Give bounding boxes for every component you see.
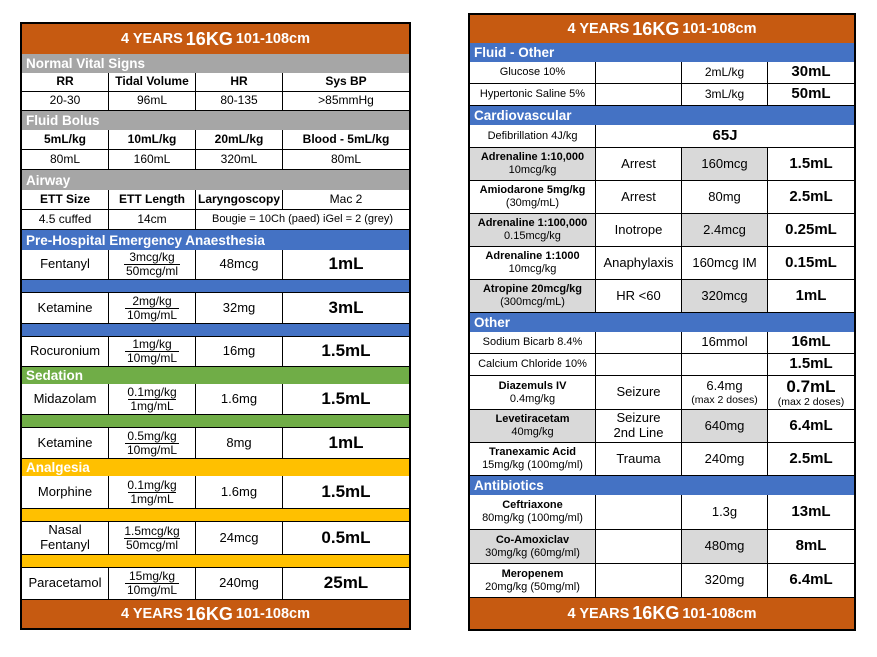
- drug-name-main: Atropine 20mcg/kg: [482, 283, 583, 296]
- drug-name: Paracetamol: [22, 568, 109, 600]
- drug-volume: 2.5mL: [768, 443, 854, 476]
- drug-volume: 6.4mL: [768, 564, 854, 598]
- drug-rate: 2mL/kg: [682, 62, 768, 84]
- blue-divider: [22, 280, 409, 293]
- drug-name-sub: 10mcg/kg: [508, 263, 557, 275]
- vitals-value-row: [22, 92, 409, 111]
- drug-concentration: 1mg/mL: [130, 491, 174, 506]
- banner-height: 101-108cm: [682, 605, 757, 622]
- drug-row-paracetamol: [22, 568, 409, 600]
- right-dosing-card: [468, 13, 856, 631]
- drug-concentration: 50mcg/ml: [125, 537, 178, 552]
- drug-rate: 0.5mg/kg: [127, 428, 177, 443]
- drug-dose: 1.6mg: [196, 384, 283, 415]
- drug-volume: [768, 376, 854, 410]
- drug-dose: 32mg: [196, 293, 283, 324]
- drug-dose: 24mcg: [196, 522, 283, 555]
- drug-volume: 13mL: [768, 495, 854, 530]
- drug-concentration: 10mg/mL: [126, 442, 178, 457]
- bolus-header-row: [22, 130, 409, 150]
- row-adrenaline-10000: [470, 148, 854, 181]
- fluid-other-header: Fluid - Other: [470, 43, 854, 62]
- drug-name: [470, 280, 596, 313]
- drug-concentration: 10mg/mL: [126, 583, 178, 597]
- drug-name: [470, 410, 596, 443]
- drug-dose: 2.4mcg: [682, 214, 768, 247]
- drug-row-midazolam: [22, 384, 409, 415]
- drug-volume: 0.15mL: [768, 247, 854, 280]
- drug-indication-line2: 2nd Line: [613, 425, 664, 440]
- drug-dose: 1.3g: [682, 495, 768, 530]
- drug-rate-fraction: [109, 337, 196, 367]
- drug-name-main: Levetiracetam: [495, 413, 570, 426]
- defib-energy: 65J: [596, 125, 854, 148]
- left-dosing-card: [20, 22, 411, 630]
- vitals-hr-value: 80-135: [196, 92, 283, 111]
- drug-indication: Inotrope: [596, 214, 682, 247]
- drug-name: Midazolam: [22, 384, 109, 415]
- airway-header-row: [22, 190, 409, 210]
- drug-rate: 3mL/kg: [682, 84, 768, 106]
- banner-weight: 16KG: [632, 603, 680, 623]
- row-glucose: [470, 62, 854, 84]
- drug-name: Fentanyl: [22, 250, 109, 280]
- drug-name-sub: 15mg/kg (100mg/ml): [482, 459, 583, 471]
- row-adrenaline-100000: [470, 214, 854, 247]
- drug-name-sub: 30mg/kg (60mg/ml): [485, 546, 580, 559]
- other-header: Other: [470, 313, 854, 332]
- drug-name: Hypertonic Saline 5%: [470, 84, 596, 106]
- drug-dose-value: 6.4mg: [706, 378, 743, 393]
- drug-name: [470, 530, 596, 564]
- drug-name: Sodium Bicarb 8.4%: [470, 332, 596, 354]
- drug-name-main: Amiodarone 5mg/kg: [479, 184, 586, 197]
- drug-name: Ketamine: [22, 293, 109, 324]
- drug-rate: 0.1mg/kg: [127, 384, 177, 399]
- airway-adjunct-note: Bougie = 10Ch (paed) iGel = 2 (grey): [196, 210, 409, 230]
- drug-dose-note: (max 2 doses): [691, 393, 758, 406]
- drug-volume: 25mL: [283, 568, 409, 600]
- blank-cell: [596, 495, 682, 530]
- drug-name-sub: 0.15mcg/kg: [504, 230, 561, 242]
- drug-dose: 240mg: [682, 443, 768, 476]
- drug-row-fentanyl: [22, 250, 409, 280]
- airway-header: Airway: [22, 170, 409, 190]
- airway-col-ett-length: ETT Length: [109, 190, 196, 210]
- drug-indication: Seizure: [596, 376, 682, 410]
- drug-name: Defibrillation 4J/kg: [470, 125, 596, 148]
- airway-col-ett-size: ETT Size: [22, 190, 109, 210]
- orange-divider: [22, 509, 409, 522]
- drug-dose: 80mg: [682, 181, 768, 214]
- row-defibrillation: [470, 125, 854, 148]
- blank-cell: [596, 62, 682, 84]
- left-top-banner: [22, 24, 409, 54]
- drug-name-sub: 40mg/kg: [511, 426, 554, 438]
- drug-rate: 0.1mg/kg: [127, 477, 177, 492]
- bolus-blood-value: 80mL: [283, 150, 409, 170]
- drug-name: [470, 148, 596, 181]
- blank-cell: [596, 332, 682, 354]
- row-tranexamic-acid: [470, 443, 854, 476]
- antibiotics-header: Antibiotics: [470, 476, 854, 495]
- banner-weight: 16KG: [185, 603, 233, 624]
- prehospital-header: Pre-Hospital Emergency Anaesthesia: [22, 230, 409, 250]
- drug-dose: 160mcg: [682, 148, 768, 181]
- drug-name-main: Co-Amoxiclav: [495, 533, 570, 546]
- analgesia-header: Analgesia: [22, 459, 409, 476]
- row-meropenem: [470, 564, 854, 598]
- drug-volume: 1mL: [768, 280, 854, 313]
- drug-dose: 160mcg IM: [682, 247, 768, 280]
- drug-volume: 1.5mL: [768, 354, 854, 376]
- vitals-rr-value: 20-30: [22, 92, 109, 111]
- blank-cell: [596, 564, 682, 598]
- bolus-10-value: 160mL: [109, 150, 196, 170]
- drug-name-main: Tranexamic Acid: [488, 446, 577, 459]
- row-ceftriaxone: [470, 495, 854, 530]
- drug-rate-fraction: [109, 568, 196, 600]
- drug-dose: 320mcg: [682, 280, 768, 313]
- blank-cell: [596, 530, 682, 564]
- bolus-5-value: 80mL: [22, 150, 109, 170]
- drug-dose: 240mg: [196, 568, 283, 600]
- row-co-amoxiclav: [470, 530, 854, 564]
- drug-indication: Arrest: [596, 148, 682, 181]
- drug-rate: 3mcg/kg: [129, 250, 175, 265]
- vitals-col-rr: RR: [22, 73, 109, 92]
- drug-indication: HR <60: [596, 280, 682, 313]
- drug-rate-fraction: [109, 428, 196, 459]
- banner-height: 101-108cm: [235, 606, 310, 622]
- drug-concentration: 50mcg/ml: [125, 264, 178, 278]
- drug-volume: 6.4mL: [768, 410, 854, 443]
- airway-col-laryngoscopy: Laryngoscopy: [196, 190, 283, 210]
- drug-row-nasal-fentanyl: [22, 522, 409, 555]
- row-calcium-chloride: [470, 354, 854, 376]
- banner-weight: 16KG: [632, 18, 680, 39]
- drug-rate-fraction: [109, 476, 196, 509]
- drug-name: [470, 214, 596, 247]
- blank-cell: [596, 354, 682, 376]
- drug-concentration: 10mg/mL: [126, 351, 178, 365]
- row-adrenaline-1000: [470, 247, 854, 280]
- drug-rate-fraction: [109, 293, 196, 324]
- drug-volume: 30mL: [768, 62, 854, 84]
- drug-volume: 0.25mL: [768, 214, 854, 247]
- vitals-header: Normal Vital Signs: [22, 54, 409, 73]
- drug-name-line2: Fentanyl: [40, 537, 90, 552]
- drug-name-sub: 20mg/kg (50mg/ml): [485, 580, 580, 593]
- row-diazemuls: [470, 376, 854, 410]
- drug-dose: [682, 376, 768, 410]
- drug-row-ketamine: [22, 293, 409, 324]
- drug-volume: 1.5mL: [283, 337, 409, 367]
- drug-concentration: 1mg/mL: [130, 398, 174, 413]
- bolus-value-row: [22, 150, 409, 170]
- bolus-col-5: 5mL/kg: [22, 130, 109, 150]
- drug-name-main: Adrenaline 1:1000: [485, 250, 580, 263]
- banner-height: 101-108cm: [682, 21, 757, 37]
- drug-name-sub: (300mcg/mL): [500, 296, 565, 308]
- drug-row-morphine: [22, 476, 409, 509]
- drug-dose: 48mcg: [196, 250, 283, 280]
- bolus-20-value: 320mL: [196, 150, 283, 170]
- banner-height: 101-108cm: [235, 31, 310, 47]
- drug-name-main: Adrenaline 1:10,000: [480, 151, 585, 164]
- drug-dose: 16mg: [196, 337, 283, 367]
- row-amiodarone: [470, 181, 854, 214]
- bolus-col-blood: Blood - 5mL/kg: [283, 130, 409, 150]
- cardiovascular-header: Cardiovascular: [470, 106, 854, 125]
- right-bottom-banner: [470, 598, 854, 629]
- drug-row-rocuronium: [22, 337, 409, 367]
- drug-name: Morphine: [22, 476, 109, 509]
- drug-name-main: Adrenaline 1:100,000: [477, 217, 588, 230]
- vitals-header-row: [22, 73, 409, 92]
- bolus-header: Fluid Bolus: [22, 111, 409, 130]
- vitals-tidal-value: 96mL: [109, 92, 196, 111]
- drug-rate: 2mg/kg: [132, 293, 172, 308]
- drug-dose: 480mg: [682, 530, 768, 564]
- banner-age: 4 YEARS: [121, 606, 183, 622]
- drug-volume: 0.5mL: [283, 522, 409, 555]
- drug-dose: 320mg: [682, 564, 768, 598]
- drug-dose: 16mmol: [682, 332, 768, 354]
- blank-cell: [682, 354, 768, 376]
- drug-name: Glucose 10%: [470, 62, 596, 84]
- drug-volume: 1.5mL: [283, 384, 409, 415]
- drug-name: Rocuronium: [22, 337, 109, 367]
- row-levetiracetam: [470, 410, 854, 443]
- drug-volume: 1.5mL: [283, 476, 409, 509]
- blue-divider: [22, 324, 409, 337]
- blank-cell: [596, 84, 682, 106]
- drug-rate: 1mg/kg: [132, 337, 172, 352]
- drug-row-ketamine-sedation: [22, 428, 409, 459]
- drug-volume: 2.5mL: [768, 181, 854, 214]
- drug-volume: 8mL: [768, 530, 854, 564]
- left-bottom-banner: [22, 600, 409, 628]
- drug-indication: Arrest: [596, 181, 682, 214]
- drug-concentration: 10mg/mL: [126, 307, 178, 322]
- bolus-col-10: 10mL/kg: [109, 130, 196, 150]
- drug-name-sub: 0.4mg/kg: [509, 392, 556, 405]
- drug-name-main: Ceftriaxone: [502, 499, 563, 512]
- drug-volume-note: (max 2 doses): [777, 396, 845, 409]
- drug-name-main: Meropenem: [501, 567, 564, 580]
- vitals-col-hr: HR: [196, 73, 283, 92]
- drug-name-sub: 10mcg/kg: [508, 164, 557, 176]
- drug-name: [470, 376, 596, 410]
- row-sodium-bicarb: [470, 332, 854, 354]
- airway-value-row: [22, 210, 409, 230]
- drug-volume: 1.5mL: [768, 148, 854, 181]
- drug-name: Ketamine: [22, 428, 109, 459]
- drug-dose: 8mg: [196, 428, 283, 459]
- drug-name: [470, 247, 596, 280]
- banner-age: 4 YEARS: [567, 605, 630, 622]
- drug-name-main: Diazemuls IV: [498, 379, 567, 392]
- drug-rate: 15mg/kg: [128, 569, 176, 584]
- drug-name: [22, 522, 109, 555]
- banner-weight: 16KG: [185, 28, 233, 49]
- drug-rate: 1.5mcg/kg: [124, 523, 180, 538]
- vitals-bp-value: >85mmHg: [283, 92, 409, 111]
- drug-dose: 1.6mg: [196, 476, 283, 509]
- drug-name: [470, 443, 596, 476]
- banner-age: 4 YEARS: [121, 31, 183, 47]
- airway-ett-size-value: 4.5 cuffed: [22, 210, 109, 230]
- bolus-col-20: 20mL/kg: [196, 130, 283, 150]
- vitals-col-bp: Sys BP: [283, 73, 409, 92]
- green-divider: [22, 415, 409, 428]
- drug-name: [470, 495, 596, 530]
- right-top-banner: [470, 15, 854, 43]
- drug-indication-line1: Seizure: [616, 410, 661, 426]
- row-atropine: [470, 280, 854, 313]
- drug-volume: 1mL: [283, 428, 409, 459]
- drug-name: [470, 564, 596, 598]
- drug-indication: Trauma: [596, 443, 682, 476]
- vitals-col-tidal: Tidal Volume: [109, 73, 196, 92]
- drug-volume: 1mL: [283, 250, 409, 280]
- drug-name-line1: Nasal: [48, 522, 82, 538]
- row-hypertonic-saline: [470, 84, 854, 106]
- drug-name-sub: (30mg/mL): [505, 197, 560, 209]
- airway-laryngoscope-blade: Mac 2: [283, 190, 409, 210]
- drug-rate-fraction: [109, 250, 196, 280]
- drug-rate-fraction: [109, 522, 196, 555]
- drug-indication: [596, 410, 682, 443]
- drug-dose: 640mg: [682, 410, 768, 443]
- drug-volume: 3mL: [283, 293, 409, 324]
- drug-volume: 16mL: [768, 332, 854, 354]
- drug-volume-value: 0.7mL: [786, 376, 836, 396]
- drug-volume: 50mL: [768, 84, 854, 106]
- drug-indication: Anaphylaxis: [596, 247, 682, 280]
- sedation-header: Sedation: [22, 367, 409, 384]
- drug-name: Calcium Chloride 10%: [470, 354, 596, 376]
- drug-rate-fraction: [109, 384, 196, 415]
- drug-name: [470, 181, 596, 214]
- airway-ett-length-value: 14cm: [109, 210, 196, 230]
- banner-age: 4 YEARS: [567, 21, 630, 37]
- drug-name-sub: 80mg/kg (100mg/ml): [482, 512, 583, 524]
- orange-divider: [22, 555, 409, 568]
